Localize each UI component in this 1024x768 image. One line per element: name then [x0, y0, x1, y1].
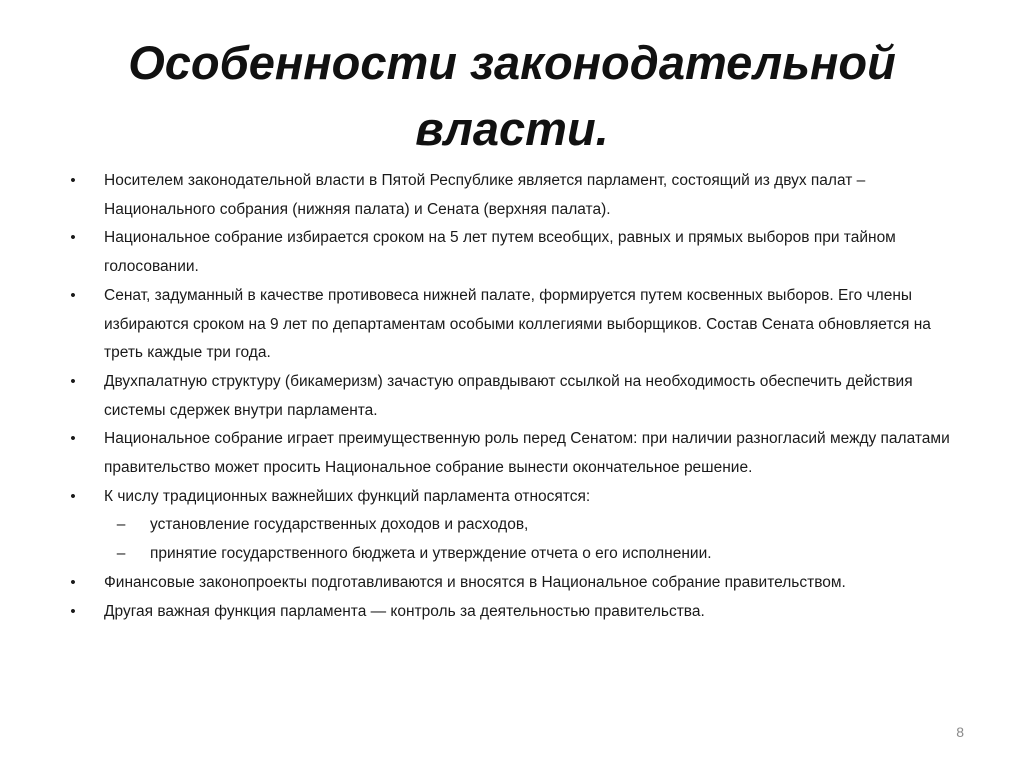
bullet-point-icon: •	[70, 430, 76, 448]
bullet-item-1	[62, 167, 972, 224]
bullet-point-icon: •	[70, 172, 76, 189]
sub-bullet-text: установление государственных доходов и расходов,	[150, 516, 529, 534]
bullet-point-icon: •	[70, 286, 76, 304]
bullet-text: К числу традиционных важнейших функций парламента относятся:	[104, 487, 591, 505]
bullet-item-7	[62, 569, 972, 598]
sub-bullet-text: принятие государственного бюджета и утверждение отчета о его исполнении.	[150, 545, 712, 563]
bullet-point-icon: •	[70, 573, 76, 591]
bullet-item-5	[62, 425, 972, 482]
bullet-text: Национальное собрание играет преимущественную роль перед Сенатом: при наличии разногласий между палатами правительство может просить Национальное собрание вынести окончательное решение.	[104, 430, 950, 477]
bullet-text: Двухпалатную структуру (бикамеризм) зачастую оправдывают ссылкой на необходимость обеспечить действия системы сдержек внутри парламента.	[104, 372, 913, 419]
bullet-item-6	[62, 483, 972, 512]
bullet-item-8	[62, 598, 972, 627]
bullet-point-icon: •	[70, 602, 76, 620]
sub-bullet-item-2	[62, 540, 972, 569]
bullet-text: Носителем законодательной власти в Пятой Республике является парламент, состоящий из двух палат – Национального собрания (нижняя палата) и Сената (верхняя палата).	[104, 172, 866, 218]
sub-bullet-item-1	[62, 511, 972, 540]
bullet-point-icon: •	[70, 229, 76, 247]
dash-icon: –	[116, 516, 126, 534]
bullet-text: Национальное собрание избирается сроком на 5 лет путем всеобщих, равных и прямых выборов при тайном голосовании.	[104, 229, 896, 276]
bullet-text: Сенат, задуманный в качестве противовеса нижней палате, формируется путем косвенных выборов. Его члены избираются сроком на 9 лет по департаментам особыми коллегиями выборщиков. Состав Сената обновляется на треть каждые три года.	[104, 286, 931, 362]
slide-page-number: 8	[956, 724, 964, 740]
slide-title: Особенности законодательной власти.	[128, 36, 896, 155]
bullet-text: Другая важная функция парламента — контроль за деятельностью правительства.	[104, 602, 705, 620]
bullet-item-3	[62, 282, 972, 368]
bullet-list	[62, 167, 972, 626]
bullet-point-icon: •	[70, 372, 76, 390]
bullet-item-4	[62, 368, 972, 425]
bullet-item-2	[62, 224, 972, 281]
bullet-point-icon: •	[70, 487, 76, 505]
dash-icon: –	[116, 545, 126, 563]
bullet-text: Финансовые законопроекты подготавливаются и вносятся в Национальное собрание правительством.	[104, 573, 846, 591]
